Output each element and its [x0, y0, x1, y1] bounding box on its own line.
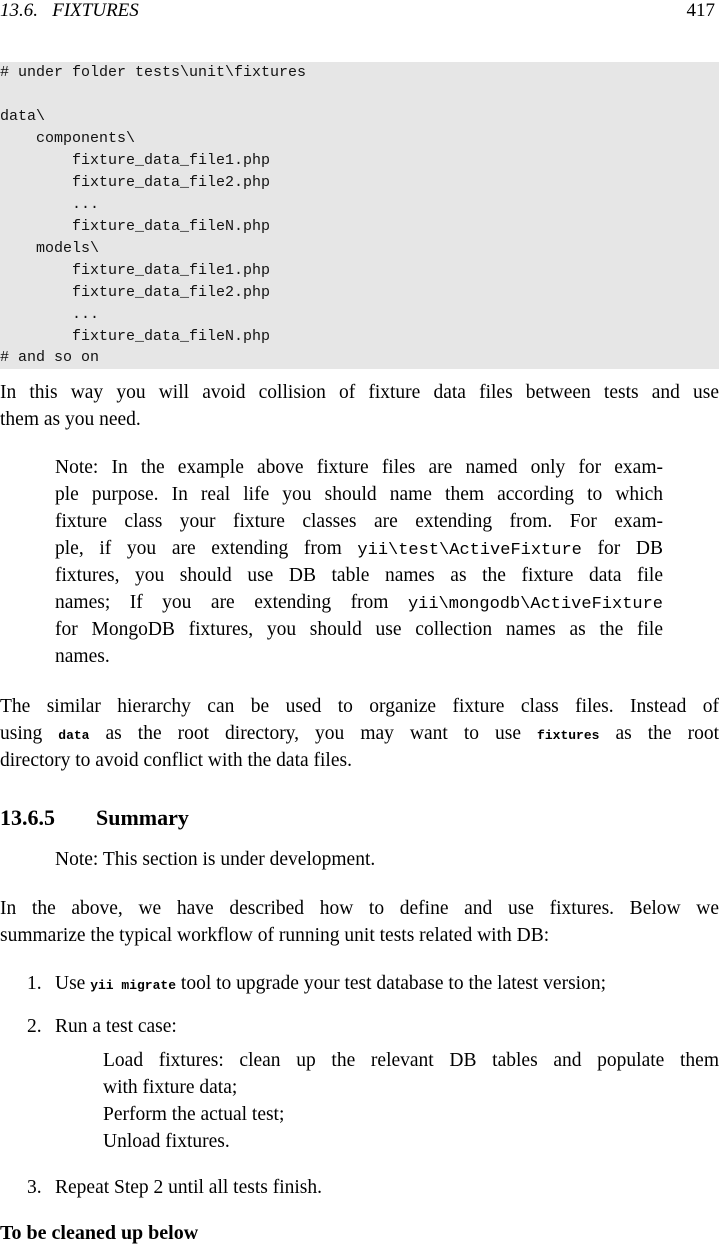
code-line: fixture_data_file2.php — [0, 174, 271, 191]
text-fragment: ple, if you are extending from — [55, 538, 358, 559]
text-line — [55, 535, 663, 562]
code-line: ... — [0, 306, 100, 323]
text-line — [55, 589, 663, 616]
text-line: with fixture data; — [103, 1077, 238, 1098]
text-line: for MongoDB fixtures, you should use collection names as the file — [55, 619, 663, 640]
inline-code: yii migrate — [90, 978, 177, 993]
text-line: In the above, we have described how to define and use fixtures. Below we — [0, 898, 719, 919]
code-line: data\ — [0, 108, 46, 125]
note-development — [55, 846, 663, 873]
page-number: 417 — [686, 0, 715, 21]
paragraph-collision — [0, 379, 719, 433]
code-line: # and so on — [0, 349, 100, 366]
list-item — [0, 1013, 719, 1040]
running-header — [0, 0, 719, 22]
list-item — [0, 1174, 719, 1201]
list-item-text: Run a test case: — [55, 1016, 177, 1037]
list-marker: 3. — [27, 1177, 42, 1198]
section-number: 13.6.5 — [0, 805, 55, 830]
inline-code: yii\test\ActiveFixture — [357, 541, 582, 560]
text-fragment: names; If you are extending from — [55, 592, 408, 613]
text-line: them as you need. — [0, 409, 141, 430]
section-title: Summary — [96, 805, 189, 830]
code-line: fixture_data_fileN.php — [0, 218, 271, 235]
text-fragment: for DB — [581, 538, 664, 559]
text-line: ple purpose. In real life you should name them according to which — [55, 484, 663, 505]
text-fragment: Use — [55, 973, 91, 994]
paragraph-summary — [0, 895, 719, 949]
inline-code: yii\mongodb\ActiveFixture — [407, 595, 663, 614]
code-block — [0, 62, 719, 369]
text-line: Note: This section is under development. — [55, 849, 376, 870]
closing-heading: To be cleaned up below — [0, 1222, 199, 1244]
text-line: fixture class your fixture classes are extending from. For exam- — [55, 511, 663, 532]
code-line: fixture_data_fileN.php — [0, 328, 271, 345]
text-fragment: using — [0, 723, 59, 744]
text-line: Note: In the example above fixture files are named only for exam- — [55, 457, 663, 478]
text-line: summarize the typical workflow of running unit tests related with DB: — [0, 925, 550, 946]
text-fragment: as the root directory, you may want to use — [89, 723, 538, 744]
code-line: models\ — [0, 240, 100, 257]
list-item-text: Repeat Step 2 until all tests finish. — [55, 1177, 323, 1198]
code-line: ... — [0, 196, 100, 213]
note-naming — [55, 454, 663, 670]
list-sub-block — [103, 1047, 719, 1155]
section-heading — [0, 803, 189, 833]
list-marker: 2. — [27, 1016, 42, 1037]
code-line: fixture_data_file1.php — [0, 262, 271, 279]
text-fragment: as the root — [599, 723, 719, 744]
list-item — [0, 970, 719, 997]
paragraph-hierarchy — [0, 693, 719, 774]
inline-code: fixtures — [537, 728, 600, 743]
section-title: 13.6. FIXTURES — [0, 0, 139, 21]
code-line: components\ — [0, 130, 136, 147]
code-line: fixture_data_file2.php — [0, 284, 271, 301]
list-item-text — [55, 970, 606, 999]
text-line: fixtures, you should use DB table names as the fixture data file — [55, 565, 663, 586]
text-line: Perform the actual test; — [103, 1104, 285, 1125]
inline-code: data — [58, 728, 90, 743]
text-line: The similar hierarchy can be used to organize fixture class files. Instead of — [0, 696, 719, 717]
code-line: # under folder tests\unit\fixtures — [0, 64, 307, 81]
text-line: In this way you will avoid collision of fixture data files between tests and use — [0, 382, 719, 403]
text-line: Load fixtures: clean up the relevant DB tables and populate them — [103, 1050, 719, 1071]
text-line: Unload fixtures. — [103, 1131, 230, 1152]
code-line: fixture_data_file1.php — [0, 152, 271, 169]
text-line: directory to avoid conflict with the data files. — [0, 750, 352, 771]
text-line — [0, 720, 719, 747]
text-fragment: tool to upgrade your test database to the latest version; — [176, 973, 607, 994]
text-line: names. — [55, 646, 110, 667]
list-marker: 1. — [27, 973, 42, 994]
